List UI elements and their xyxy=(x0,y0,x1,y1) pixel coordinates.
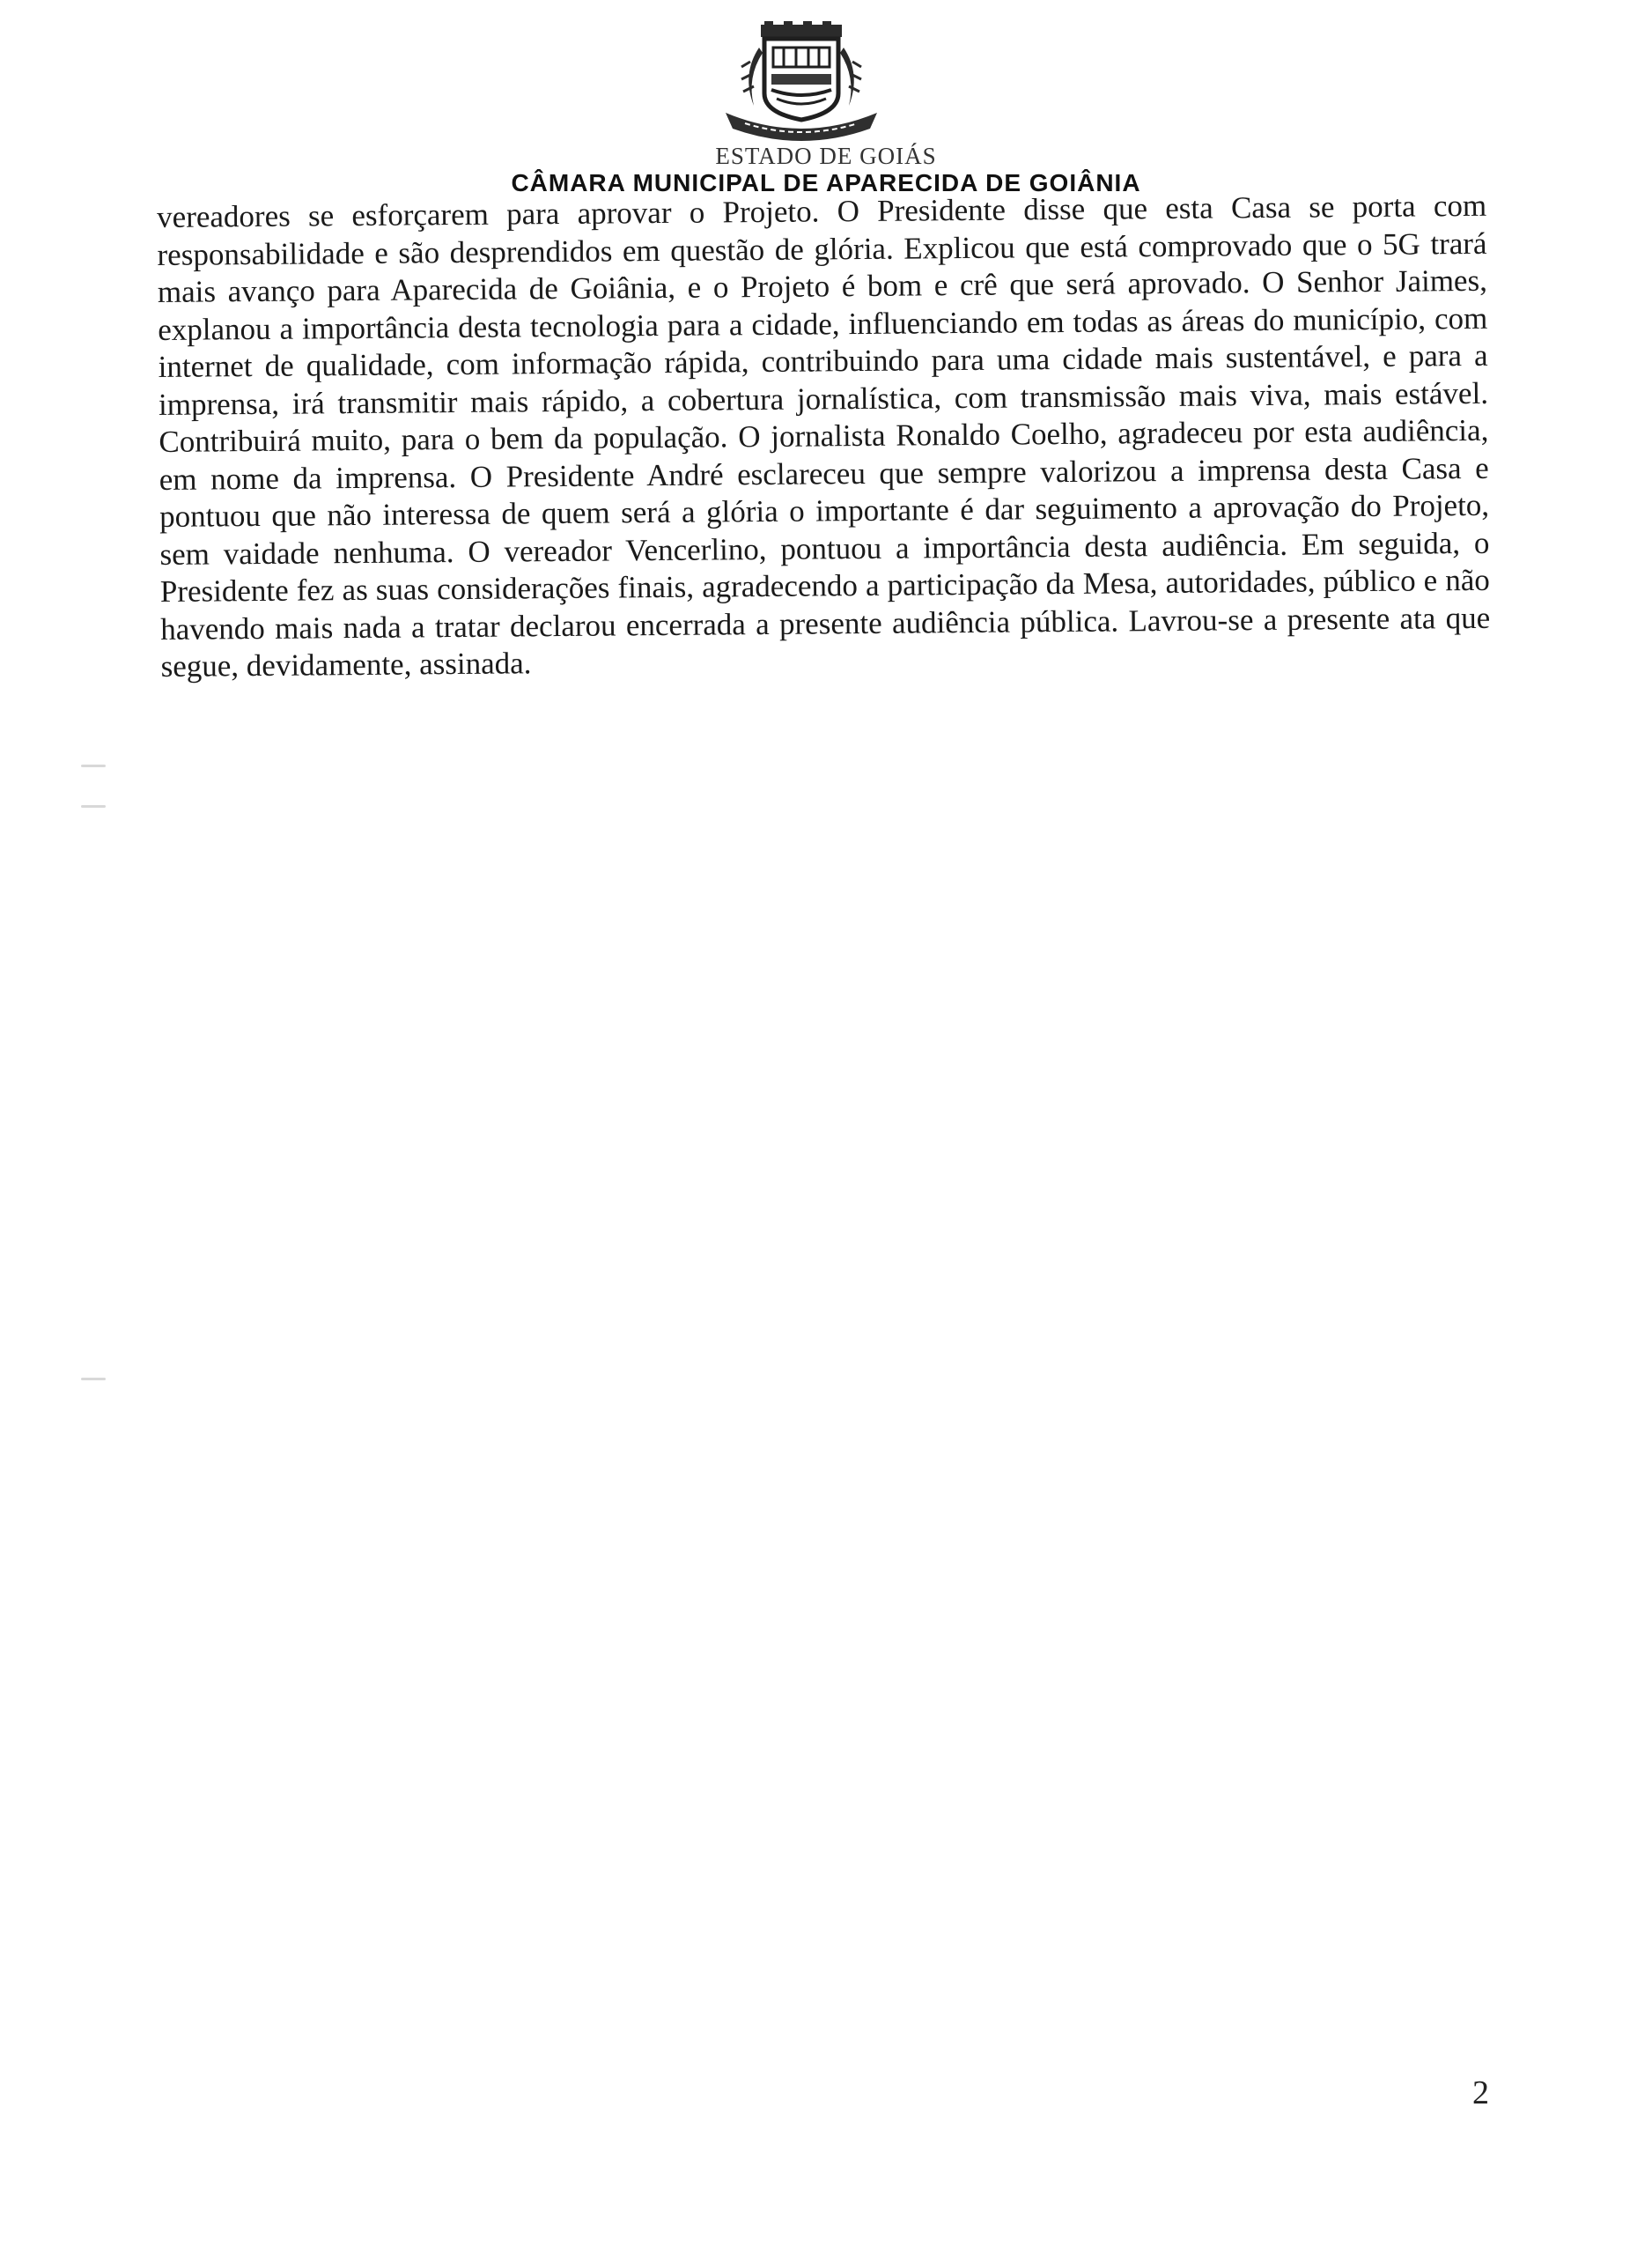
page-number: 2 xyxy=(1472,2074,1489,2111)
minutes-paragraph: vereadores se esforçarem para aprovar o Projeto. O Presidente disse que esta Casa se porta com responsabilidade e são desprendidos em questão de glória. Explicou que está comprovado que o 5G trará mais avanço para Aparecida de Goiânia, e o Projeto é bom e crê que será aprovado. O Senhor Jaimes, explanou a importância desta tecnologia para a cidade, influenciando em todas as áreas do município, com internet de qualidade, com informação rápida, contribuindo para uma cidade mais sustentável, e para a imprensa, irá transmitir mais rápido, a cobertura jornalística, com transmissão mais viva, mais estável. Contribuirá muito, para o bem da população. O jornalista Ronaldo Coelho, agradeceu por esta audiência, em nome da imprensa. O Presidente André esclareceu que sempre valorizou a imprensa desta Casa e pontuou que não interessa de quem será a glória o importante é dar seguimento a aprovação do Projeto, sem vaidade nenhuma. O vereador Vencerlino, pontuou a importância desta audiência. Em seguida, o Presidente fez as suas considerações finais, agradecendo a participação da Mesa, autoridades, público e não havendo mais nada a tratar declarou encerrada a presente audiência pública. Lavrou-se a presente ata que segue, devidamente, assinada. xyxy=(157,188,1491,684)
chamber-name: CÂMARA MUNICIPAL DE APARECIDA DE GOIÂNIA xyxy=(511,169,1141,196)
binding-hole-mark xyxy=(81,1378,106,1380)
municipal-coat-of-arms xyxy=(715,21,888,141)
binding-hole-mark xyxy=(81,805,106,808)
binding-hole-mark xyxy=(81,765,106,767)
state-name: ESTADO DE GOIÁS xyxy=(715,143,937,169)
